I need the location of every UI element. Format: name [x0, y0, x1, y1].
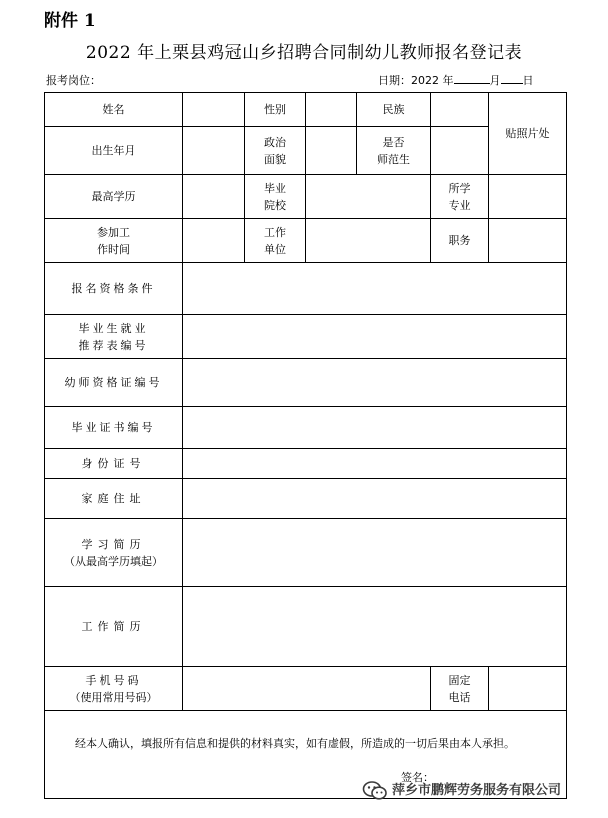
school-value[interactable]	[306, 175, 431, 219]
photo-area	[489, 93, 567, 175]
id-number-label: 身份证号	[45, 449, 183, 479]
study-history-label: 学习简历 （从最高学历填起）	[45, 519, 183, 587]
watermark-text: 萍乡市鹏辉劳务服务有限公司	[392, 783, 562, 798]
name-value[interactable]	[183, 93, 245, 127]
ethnicity-value[interactable]	[431, 93, 489, 127]
gender-value[interactable]	[306, 93, 357, 127]
row-study	[45, 519, 567, 587]
work-unit-label: 工作 单位	[245, 219, 306, 263]
birth-value[interactable]	[183, 127, 245, 175]
month-blank[interactable]	[454, 73, 490, 84]
work-history-label: 工作简历	[45, 587, 183, 667]
id-number-value[interactable]	[183, 449, 567, 479]
form-title: 2022 年上栗县鸡冠山乡招聘合同制幼儿教师报名登记表	[85, 43, 523, 63]
position-field-label: 报考岗位：	[46, 74, 101, 87]
school-label: 毕业 院校	[245, 175, 306, 219]
name-label: 姓名	[45, 93, 183, 127]
annex-label: 附件 1	[44, 11, 96, 31]
duty-label: 职务	[431, 219, 489, 263]
work-time-label: 参加工 作时间	[45, 219, 183, 263]
duty-value[interactable]	[489, 219, 567, 263]
watermark	[362, 779, 561, 801]
registration-table	[44, 92, 567, 799]
row-diploma	[45, 407, 567, 449]
diploma-label: 毕业证书编号	[45, 407, 183, 449]
date-month-label: 月	[489, 74, 501, 87]
row-work-history	[45, 587, 567, 667]
work-unit-value[interactable]	[306, 219, 431, 263]
row-teacher-cert	[45, 359, 567, 407]
work-history-value[interactable]	[183, 587, 567, 667]
political-value[interactable]	[306, 127, 357, 175]
day-blank[interactable]	[501, 73, 523, 84]
gender-label: 性别	[245, 93, 306, 127]
row-address	[45, 479, 567, 519]
landline-value[interactable]	[489, 667, 567, 711]
normal-student-value[interactable]	[431, 127, 489, 175]
wechat-icon	[362, 781, 388, 801]
diploma-value[interactable]	[183, 407, 567, 449]
recommend-value[interactable]	[183, 315, 567, 359]
mobile-label: 手机号码 （使用常用号码）	[45, 667, 183, 711]
date-day-label: 日	[522, 74, 534, 87]
teacher-cert-value[interactable]	[183, 359, 567, 407]
address-label: 家庭住址	[45, 479, 183, 519]
row-qualification	[45, 263, 567, 315]
row-name	[45, 93, 567, 127]
row-phone	[45, 667, 567, 711]
education-value[interactable]	[183, 175, 245, 219]
study-history-value[interactable]	[183, 519, 567, 587]
signature-label: 签名：	[401, 771, 434, 784]
education-label: 最高学历	[45, 175, 183, 219]
row-education	[45, 175, 567, 219]
political-label: 政治 面貌	[245, 127, 306, 175]
ethnicity-label: 民族	[357, 93, 431, 127]
normal-student-label: 是否 师范生	[357, 127, 431, 175]
photo-label: 贴照片处	[505, 127, 550, 140]
row-id	[45, 449, 567, 479]
landline-label: 固定 电话	[431, 667, 489, 711]
major-label: 所学 专业	[431, 175, 489, 219]
birth-label: 出生年月	[45, 127, 183, 175]
date-line	[378, 72, 534, 88]
row-recommend	[45, 315, 567, 359]
row-birth	[45, 127, 567, 175]
row-work	[45, 219, 567, 263]
qualification-value[interactable]	[183, 263, 567, 315]
recommend-label: 毕业生就业 推荐表编号	[45, 315, 183, 359]
date-prefix: 日期：2022 年	[378, 74, 454, 87]
work-time-value[interactable]	[183, 219, 245, 263]
teacher-cert-label: 幼师资格证编号	[45, 359, 183, 407]
major-value[interactable]	[489, 175, 567, 219]
qualification-label: 报名资格条件	[45, 263, 183, 315]
mobile-value[interactable]	[183, 667, 431, 711]
declaration-text: 经本人确认，填报所有信息和提供的材料真实，如有虚假，所造成的一切后果由本人承担。	[75, 737, 515, 750]
address-value[interactable]	[183, 479, 567, 519]
